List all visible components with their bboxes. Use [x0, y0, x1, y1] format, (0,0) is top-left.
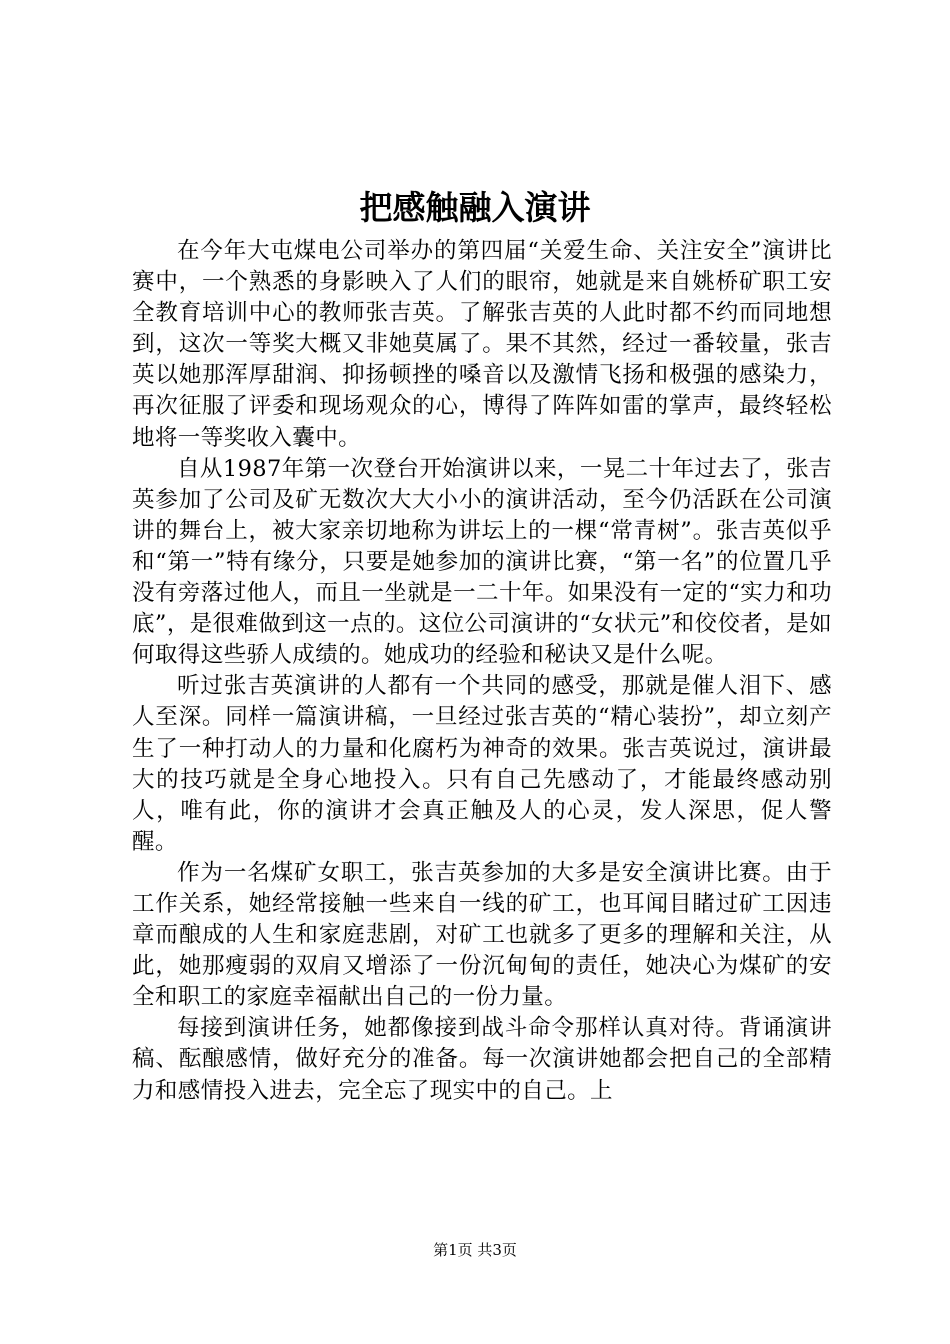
document-body — [132, 236, 832, 1107]
paragraph-5: 每接到演讲任务，她都像接到战斗命令那样认真对待。背诵演讲稿、酝酿感情，做好充分的准备。每一次演讲她都会把自己的全部精力和感情投入进去，完全忘了现实中的自己。上 — [132, 1015, 832, 1104]
paragraph-4: 作为一名煤矿女职工，张吉英参加的大多是安全演讲比赛。由于工作关系，她经常接触一些来自一线的矿工，也耳闻目睹过矿工因违章而酿成的人生和家庭悲剧，对矿工也就多了更多的理解和关注，从此，她那瘦弱的双肩又增添了一份沉甸甸的责任，她决心为煤矿的安全和职工的家庭幸福献出自己的一份力量。 — [132, 859, 832, 1011]
page-number-footer: 第1页 共3页 — [433, 1241, 517, 1259]
paragraph-3: 听过张吉英演讲的人都有一个共同的感受，那就是催人泪下、感人至深。同样一篇演讲稿，一旦经过张吉英的“精心装扮”，却立刻产生了一种打动人的力量和化腐朽为神奇的效果。张吉英说过，演讲最大的技巧就是全身心地投入。只有自己先感动了，才能最终感动别人，唯有此，你的演讲才会真正触及人的心灵，发人深思，促人警醒。 — [132, 673, 832, 855]
document-title: 把感触融入演讲 — [359, 188, 591, 227]
paragraph-1: 在今年大屯煤电公司举办的第四届“关爱生命、关注安全”演讲比赛中，一个熟悉的身影映入了人们的眼帘，她就是来自姚桥矿职工安全教育培训中心的教师张吉英。了解张吉英的人此时都不约而同地想到，这次一等奖大概又非她莫属了。果不其然，经过一番较量，张吉英以她那浑厚甜润、抑扬顿挫的嗓音以及激情飞扬和极强的感染力，再次征服了评委和现场观众的心，博得了阵阵如雷的掌声，最终轻松地将一等奖收入囊中。 — [132, 238, 832, 451]
paragraph-2: 自从1987年第一次登台开始演讲以来，一晃二十年过去了，张吉英参加了公司及矿无数次大大小小的演讲活动，至今仍活跃在公司演讲的舞台上，被大家亲切地称为讲坛上的一棵“常青树”。张吉英似乎和“第一”特有缘分，只要是她参加的演讲比赛，“第一名”的位置几乎没有旁落过他人，而且一坐就是一二十年。如果没有一定的“实力和功底”，是很难做到这一点的。这位公司演讲的“女状元”和佼佼者，是如何取得这些骄人成绩的。她成功的经验和秘诀又是什么呢。 — [132, 455, 832, 669]
